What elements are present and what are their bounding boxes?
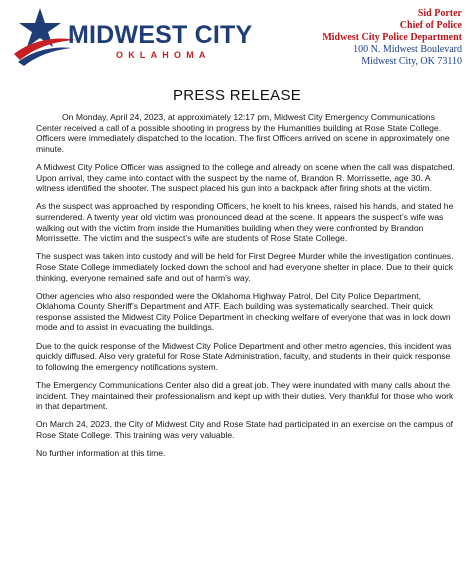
- paragraph: No further information at this time.: [36, 448, 166, 459]
- letterhead: [0, 0, 474, 80]
- paragraph: Other agencies who also responded were the Oklahoma Highway Patrol, Del City Police Department, Oklahoma County Sheriff’s Department and ATF. Each building was systematically searched. Their quick response assisted the Midwest City Police Department in checking welfare of everyone that was in lock down mode and to assist in evacuating the buildings.: [36, 290, 451, 333]
- press-release-body: [36, 112, 456, 466]
- address-line-2: Midwest City, OK 73110: [361, 56, 462, 67]
- logo-state: OKLAHOMA: [116, 50, 211, 60]
- midwest-city-logo: [12, 6, 257, 68]
- paragraph: The Emergency Communications Center also did a great job. They were inundated with many calls about the incident. They maintained their professionalism and kept up with their duties. Very thankful for those who work in that department.: [36, 380, 454, 412]
- paragraph: A Midwest City Police Officer was assigned to the college and already on scene when the call was dispatched. Upon arrival, they came into contact with the suspect by the name of, Brandon R. Morrissette, age 30. A witness identified the shooter. The suspect placed his gun into a backpack after firing shots at the victim.: [36, 161, 455, 194]
- contact-block: [322, 8, 462, 68]
- paragraph: The suspect was taken into custody and will be held for First Degree Murder while the investigation continues. Rose State College immediately locked down the school and had everyone shelter in place. Due to their quick thinking, everyone remained safe and out of harm’s way.: [36, 251, 454, 283]
- paragraph: As the suspect was approached by responding Officers, he knelt to his knees, raised his hands, and stated he surrendered. A twenty year old victim was pronounced dead at the scene. It appears the suspect’s wife was walking out with the victim from inside the Humanities building when they were confronted by Brandon Morrissette. The victim and the suspect’s wife are students of Rose State College.: [36, 201, 454, 244]
- paragraph: On Monday, April 24, 2023, at approximately 12:17 pm, Midwest City Emergency Communications Center received a call of a possible shooting in progress by the Humanities building at Rose State College. Officers were immediately dispatched to the location. The first Officers arrived on scene in approximately one minute.: [36, 112, 450, 154]
- paragraph: On March 24, 2023, the City of Midwest City and Rose State had participated in an exercise on the campus of Rose State College. This training was very valuable.: [36, 419, 454, 440]
- paragraph: Due to the quick response of the Midwest City Police Department and other metro agencies, this incident was quickly diffused. Also very grateful for Rose State Administration, faculty, and students in their quick response to following the emergency notifications system.: [36, 340, 452, 372]
- chief-title: Chief of Police: [399, 20, 462, 31]
- page-title: PRESS RELEASE: [172, 87, 302, 104]
- chief-name: Sid Porter: [417, 8, 462, 19]
- department-name: Midwest City Police Department: [322, 32, 462, 43]
- address-line-1: 100 N. Midwest Boulevard: [353, 44, 462, 55]
- logo-wordmark: MIDWEST CITY: [68, 21, 253, 49]
